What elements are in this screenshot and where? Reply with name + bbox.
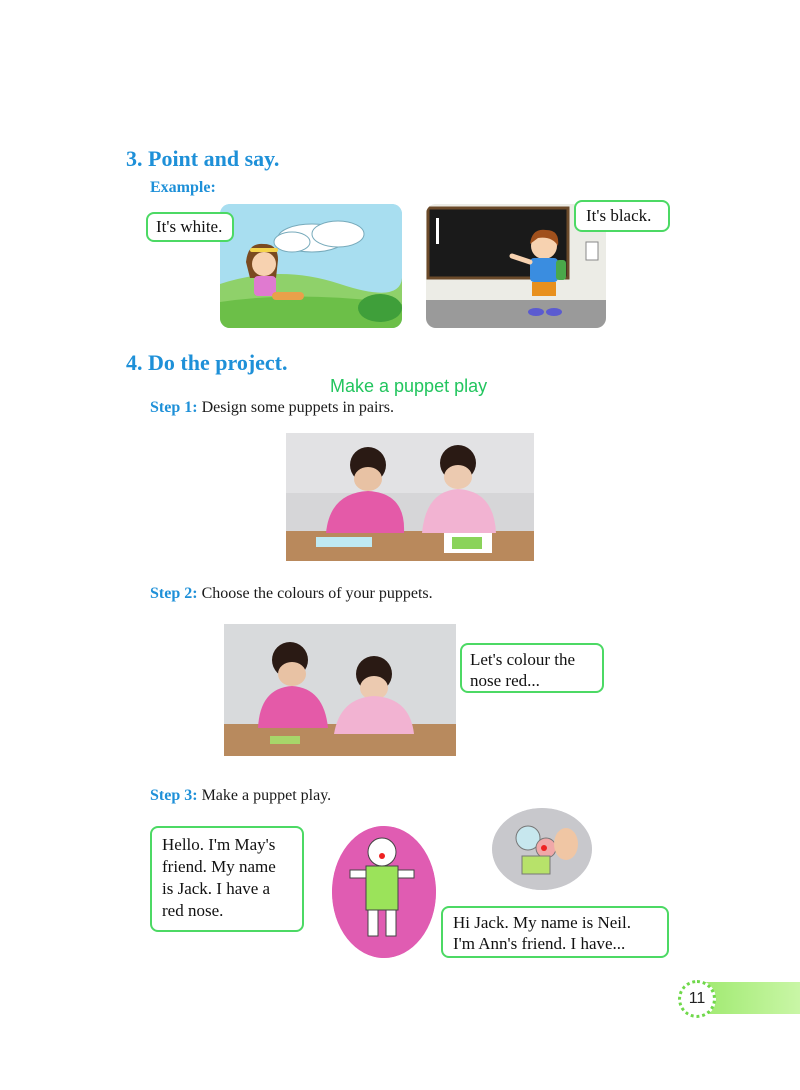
step-1 — [150, 399, 394, 417]
step-text: Make a puppet play. — [201, 787, 332, 804]
bubble-text: It's black. — [586, 206, 652, 225]
step-text: Design some puppets in pairs. — [201, 399, 394, 416]
bubble-line: is Jack. I have a — [162, 879, 271, 898]
section-4-heading: 4. Do the project. — [126, 350, 288, 375]
project-subtitle: Make a puppet play — [330, 376, 488, 396]
step-2 — [150, 585, 433, 603]
section-3-heading: 3. Point and say. — [126, 146, 280, 171]
bubble-line: red nose. — [162, 901, 224, 920]
speech-bubble-neil — [441, 906, 669, 958]
outdoor-scene-illustration — [220, 204, 402, 328]
speech-bubble-black — [574, 200, 670, 232]
bubble-text: It's white. — [156, 217, 223, 236]
bubble-line: Hello. I'm May's — [162, 835, 276, 854]
bubble-line: Let's colour the — [470, 650, 576, 669]
bubble-line: I'm Ann's friend. I have... — [453, 934, 626, 953]
speech-bubble-jack — [150, 826, 304, 932]
step-label: Step 2: — [150, 585, 198, 602]
step2-photo — [224, 624, 456, 756]
step-label: Step 1: — [150, 399, 198, 416]
bubble-line: nose red... — [470, 671, 540, 690]
speech-bubble-colour — [460, 643, 604, 693]
step-label: Step 3: — [150, 787, 198, 804]
example-label: Example: — [150, 179, 216, 196]
neil-puppet-photo — [492, 808, 592, 890]
jack-puppet-photo — [332, 826, 436, 958]
speech-bubble-white — [146, 212, 234, 242]
step-3 — [150, 787, 331, 805]
bubble-line: Hi Jack. My name is Neil. — [453, 913, 631, 932]
step-text: Choose the colours of your puppets. — [201, 585, 433, 602]
bubble-line: friend. My name — [162, 857, 276, 876]
page-number: 11 — [678, 980, 716, 1018]
step1-photo — [286, 433, 534, 561]
